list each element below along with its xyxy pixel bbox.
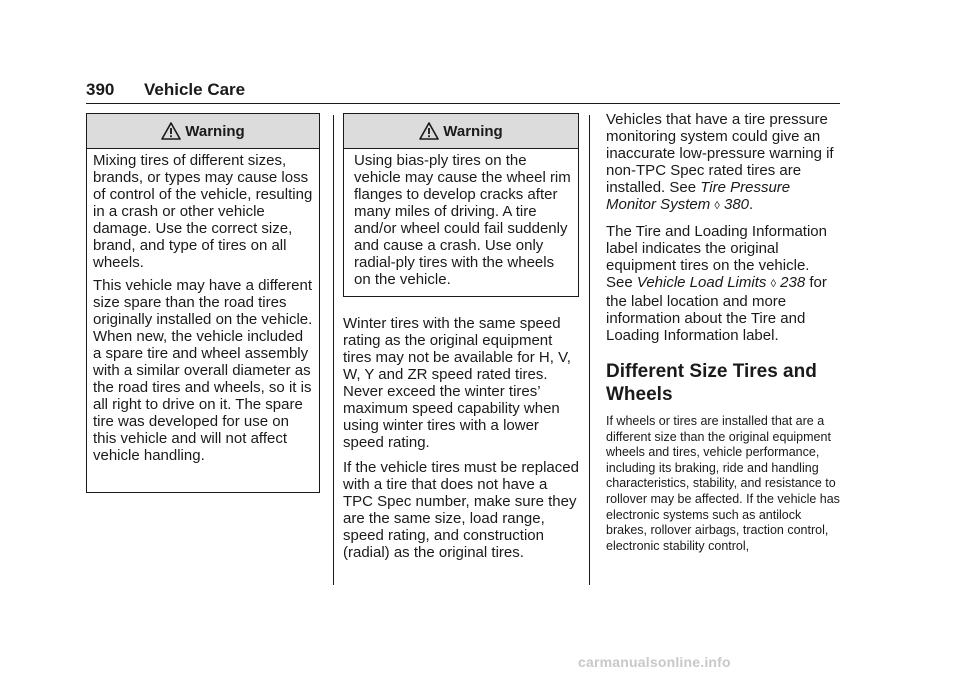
warning1-paragraph-1: Mixing tires of different sizes, brands, or types may cause loss of control of the vehicle, resulting in a crash or other vehicle damage. Use the correct size, brand, and type of tires on all wheels. bbox=[93, 152, 313, 271]
warning-header-2 bbox=[344, 114, 578, 149]
page-reference[interactable]: 380 bbox=[723, 196, 750, 213]
middle-paragraph-1: Winter tires with the same speed rating as the original equipment tires may not be available for H, V, W, Y and ZR speed rated tires. Never exceed the winter tires’ maximum speed capability when using winter tires with a lower speed rating. bbox=[343, 315, 571, 451]
right-paragraph-2: The Tire and Loading Information label indicates the original equipment tires on the vehicle. See Vehicle Load Limits ◊ 238 for the label location and more information about the Tire and Loading Information label. bbox=[606, 223, 827, 344]
warning-title-2: Warning bbox=[443, 122, 503, 140]
warning-box-2 bbox=[343, 113, 579, 297]
right-paragraph-1: Vehicles that have a tire pressure monitoring system could give an inaccurate low-pressure warning if non-TPC Spec rated tires are installed. See Tire Pressure Monitor System ◊ 380. bbox=[606, 111, 834, 213]
right-column bbox=[606, 111, 840, 562]
cross-reference-link[interactable]: Tire Pressure Monitor System bbox=[606, 179, 791, 213]
warning1-paragraph-2: This vehicle may have a different size spare than the road tires originally installed on the vehicle. When new, the vehicle included a spare tire and wheel assembly with a similar overall diameter as the road tires and wheels, so it is all right to drive on it. The spare tire was developed for use on this vehicle and will not affect vehicle handling. bbox=[93, 277, 313, 464]
watermark: carmanualsonline.info bbox=[578, 654, 731, 670]
page-number: 390 bbox=[86, 80, 115, 99]
column-divider-left bbox=[333, 115, 334, 585]
warning-title-1: Warning bbox=[185, 122, 245, 140]
middle-paragraph-2: If the vehicle tires must be replaced with a tire that does not have a TPC Spec number, make sure they are the same size, load range, speed rating, and construction (radial) as the original tires. bbox=[343, 459, 579, 561]
column-divider-right bbox=[589, 115, 590, 585]
section-heading: Different Size Tires and Wheels bbox=[606, 361, 817, 405]
cross-reference-link[interactable]: Vehicle Load Limits bbox=[636, 274, 767, 291]
header-rule bbox=[86, 103, 840, 104]
page-ref-arrow-icon: ◊ bbox=[770, 278, 776, 290]
warning-body-1 bbox=[87, 149, 319, 470]
page-reference[interactable]: 238 bbox=[780, 274, 806, 291]
section-title: Vehicle Care bbox=[144, 80, 246, 99]
warning2-paragraph-1: Using bias-ply tires on the vehicle may cause the wheel rim flanges to develop cracks after many miles of driving. A tire and/or wheel could fail suddenly and cause a crash. Use only radial-ply tires with the wheels on the vehicle. bbox=[354, 152, 571, 288]
page-header bbox=[86, 80, 245, 100]
middle-column bbox=[343, 113, 581, 569]
warning-box-1 bbox=[86, 113, 320, 493]
warning-header-1 bbox=[87, 114, 319, 149]
warning-triangle-icon bbox=[161, 122, 181, 140]
right-paragraph-3: If wheels or tires are installed that are a different size than the original equipment wheels and tires, vehicle performance, including its braking, ride and handling characteristics, stability, and resistance to rollover may be affected. If the vehicle has electronic systems such as antilock brakes, rollover airbags, traction control, electronic stability control, bbox=[606, 414, 840, 553]
warning-body-2 bbox=[344, 149, 578, 294]
page-ref-arrow-icon: ◊ bbox=[714, 200, 720, 212]
warning-triangle-icon bbox=[419, 122, 439, 140]
